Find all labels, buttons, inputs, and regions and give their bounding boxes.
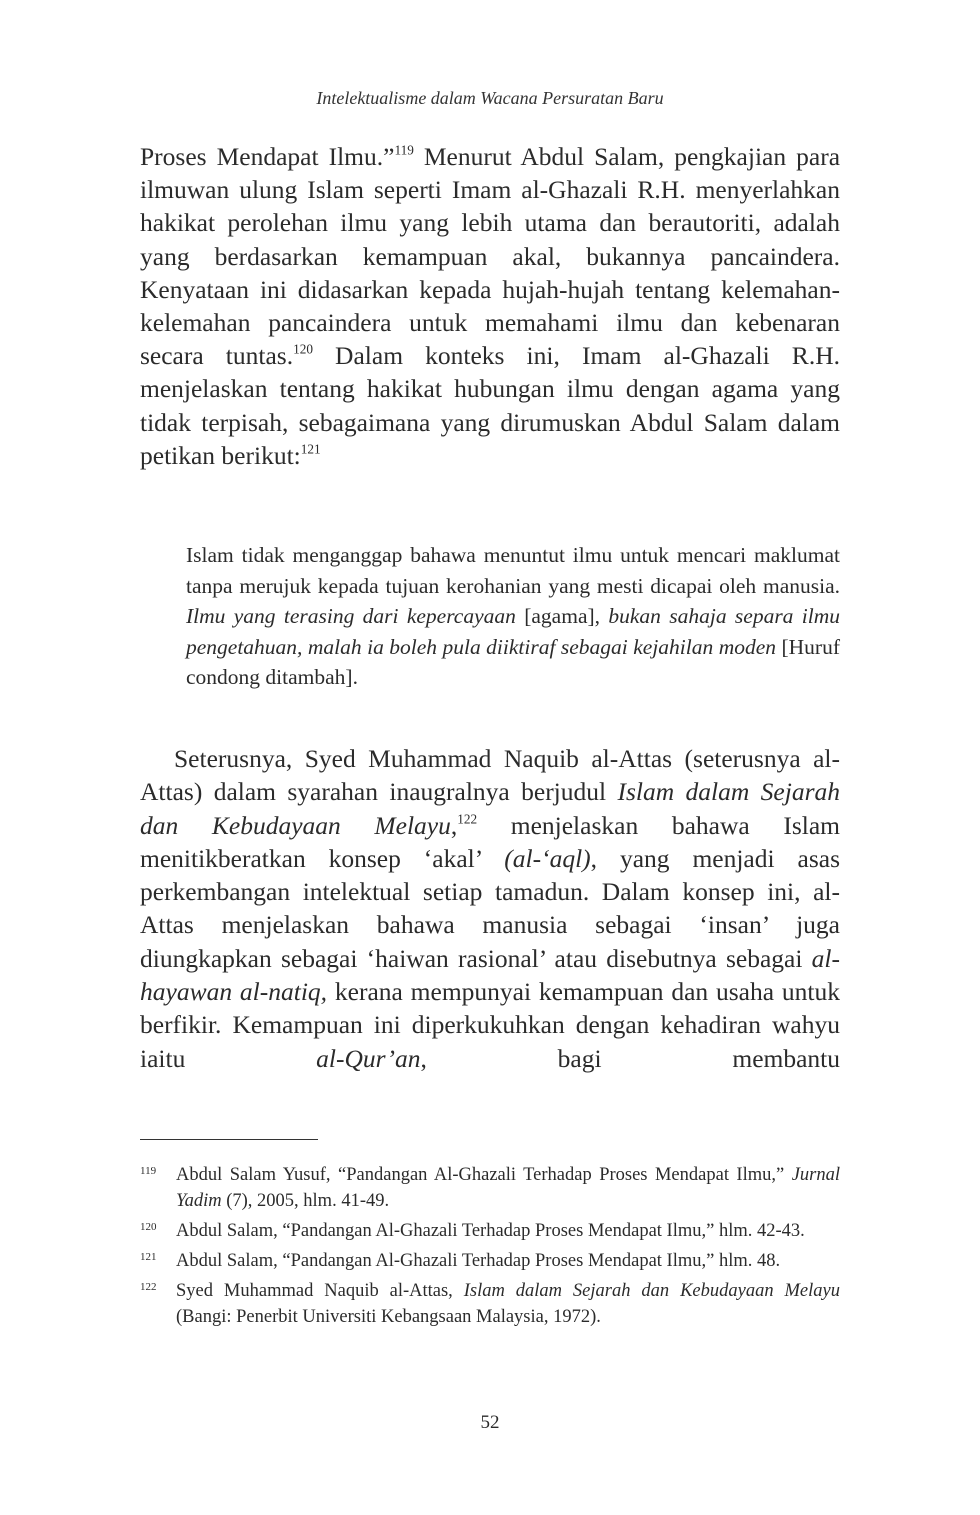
paragraph-2: Seterusnya, Syed Muhammad Naquib al-Attas (seterusnya al-Attas) dalam syarahan inaugralnya berjudul Islam dalam Sejarah dan Kebudayaan Melayu,$^{122}$ menjelaskan bahawa Islam menitikberatkan konsep ‘akal’ (al-‘aql), yang menjadi asas perkembangan intelektual setiap tamadun. Dalam konsep ini, al-Attas menjelaskan bahawa manusia sebagai ‘insan’ juga diungkapkan sebagai ‘haiwan rasional’ atau disebutnya sebagai al-hayawan al-natiq, kerana mempunyai kemampuan dan usaha untuk berfikir. Kemampuan ini diperkukuhkan dengan kehadiran wahyu iaitu al-Qur’an, bagi membantu [140, 744, 841, 1073]
footnote-number: 121 [140, 1251, 157, 1263]
italic-text: al-Qur’an [316, 1043, 421, 1073]
italic-text: Ilmu yang terasing dari kepercayaan [186, 604, 516, 628]
italic-text: al-hayawan al-natiq, [140, 943, 840, 1007]
footnote-ref: 119 [394, 142, 414, 158]
footnote-ref: 122 [457, 811, 478, 826]
footnote-text: Abdul Salam Yusuf, “Pandangan Al-Ghazali Terhadap Proses Mendapat Ilmu,” Jurnal Yadim (7), 2005, hlm. 41-49. [176, 1165, 840, 1211]
page-number: 52 [480, 1412, 500, 1433]
footnote-119 [140, 1162, 840, 1214]
footnote-121 [140, 1248, 840, 1274]
footnote-divider [140, 1139, 318, 1140]
footnote-122 [140, 1278, 840, 1330]
footnote-text: Syed Muhammad Naquib al-Attas, Islam dalam Sejarah dan Kebudayaan Melayu (Bangi: Penerbit Universiti Kebangsaan Malaysia, 1972). [176, 1281, 840, 1327]
italic-text: bukan sahaja separa ilmu pengetahuan, malah ia boleh pula diiktiraf sebagai kejahilan moden [186, 604, 840, 659]
footnote-ref: 120 [293, 341, 313, 357]
running-head: Intelektualisme dalam Wacana Persuratan Baru [316, 88, 664, 108]
italic-text: Islam dalam Sejarah dan Kebudayaan Melayu [463, 1281, 840, 1301]
block-quote: Islam tidak menganggap bahawa menuntut ilmu untuk mencari maklumat tanpa merujuk kepada tujuan kerohanian yang mesti dicapai oleh manusia. Ilmu yang terasing dari kepercayaan [agama], bukan sahaja separa ilmu pengetahuan, malah ia boleh pula diiktiraf sebagai kejahilan moden [Huruf condong ditambah]. [186, 543, 840, 689]
book-page [140, 0, 840, 1515]
italic-text: Jurnal Yadim [176, 1165, 840, 1211]
footnote-text: Abdul Salam, “Pandangan Al-Ghazali Terhadap Proses Mendapat Ilmu,” hlm. 42-43. [176, 1221, 805, 1241]
footnote-number: 119 [140, 1165, 157, 1177]
italic-text: (al-‘aql) [504, 843, 591, 873]
footnote-120 [140, 1218, 840, 1244]
paragraph-1: Proses Mendapat Ilmu.”$^{119}$ Menurut Abdul Salam, pengkajian para ilmuwan ulung Islam seperti Imam al-Ghazali R.H. menyerlahkan hakikat perolehan ilmu yang lebih utama dan berautoriti, adalah yang berdasarkan kemampuan akal, bukannya pancaindera. Kenyataan ini didasarkan kepada hujah-hujah tentang kelemahan-kelemahan pancaindera untuk memahami ilmu dan kebenaran secara tuntas.$^{120}$ Dalam konteks ini, Imam al-Ghazali R.H. menjelaskan tentang hakikat hubungan ilmu dengan agama yang tidak terpisah, sebagaimana yang dirumuskan Abdul Salam dalam petikan berikut:$^{121}$ [140, 142, 841, 470]
footnote-ref: 121 [300, 441, 321, 457]
footnote-number: 122 [140, 1281, 157, 1293]
footnote-number: 120 [140, 1221, 157, 1233]
footnote-text: Abdul Salam, “Pandangan Al-Ghazali Terhadap Proses Mendapat Ilmu,” hlm. 48. [176, 1251, 781, 1271]
footnotes [140, 1162, 840, 1334]
italic-text: Islam dalam Sejarah dan Kebudayaan Melayu [140, 777, 841, 840]
